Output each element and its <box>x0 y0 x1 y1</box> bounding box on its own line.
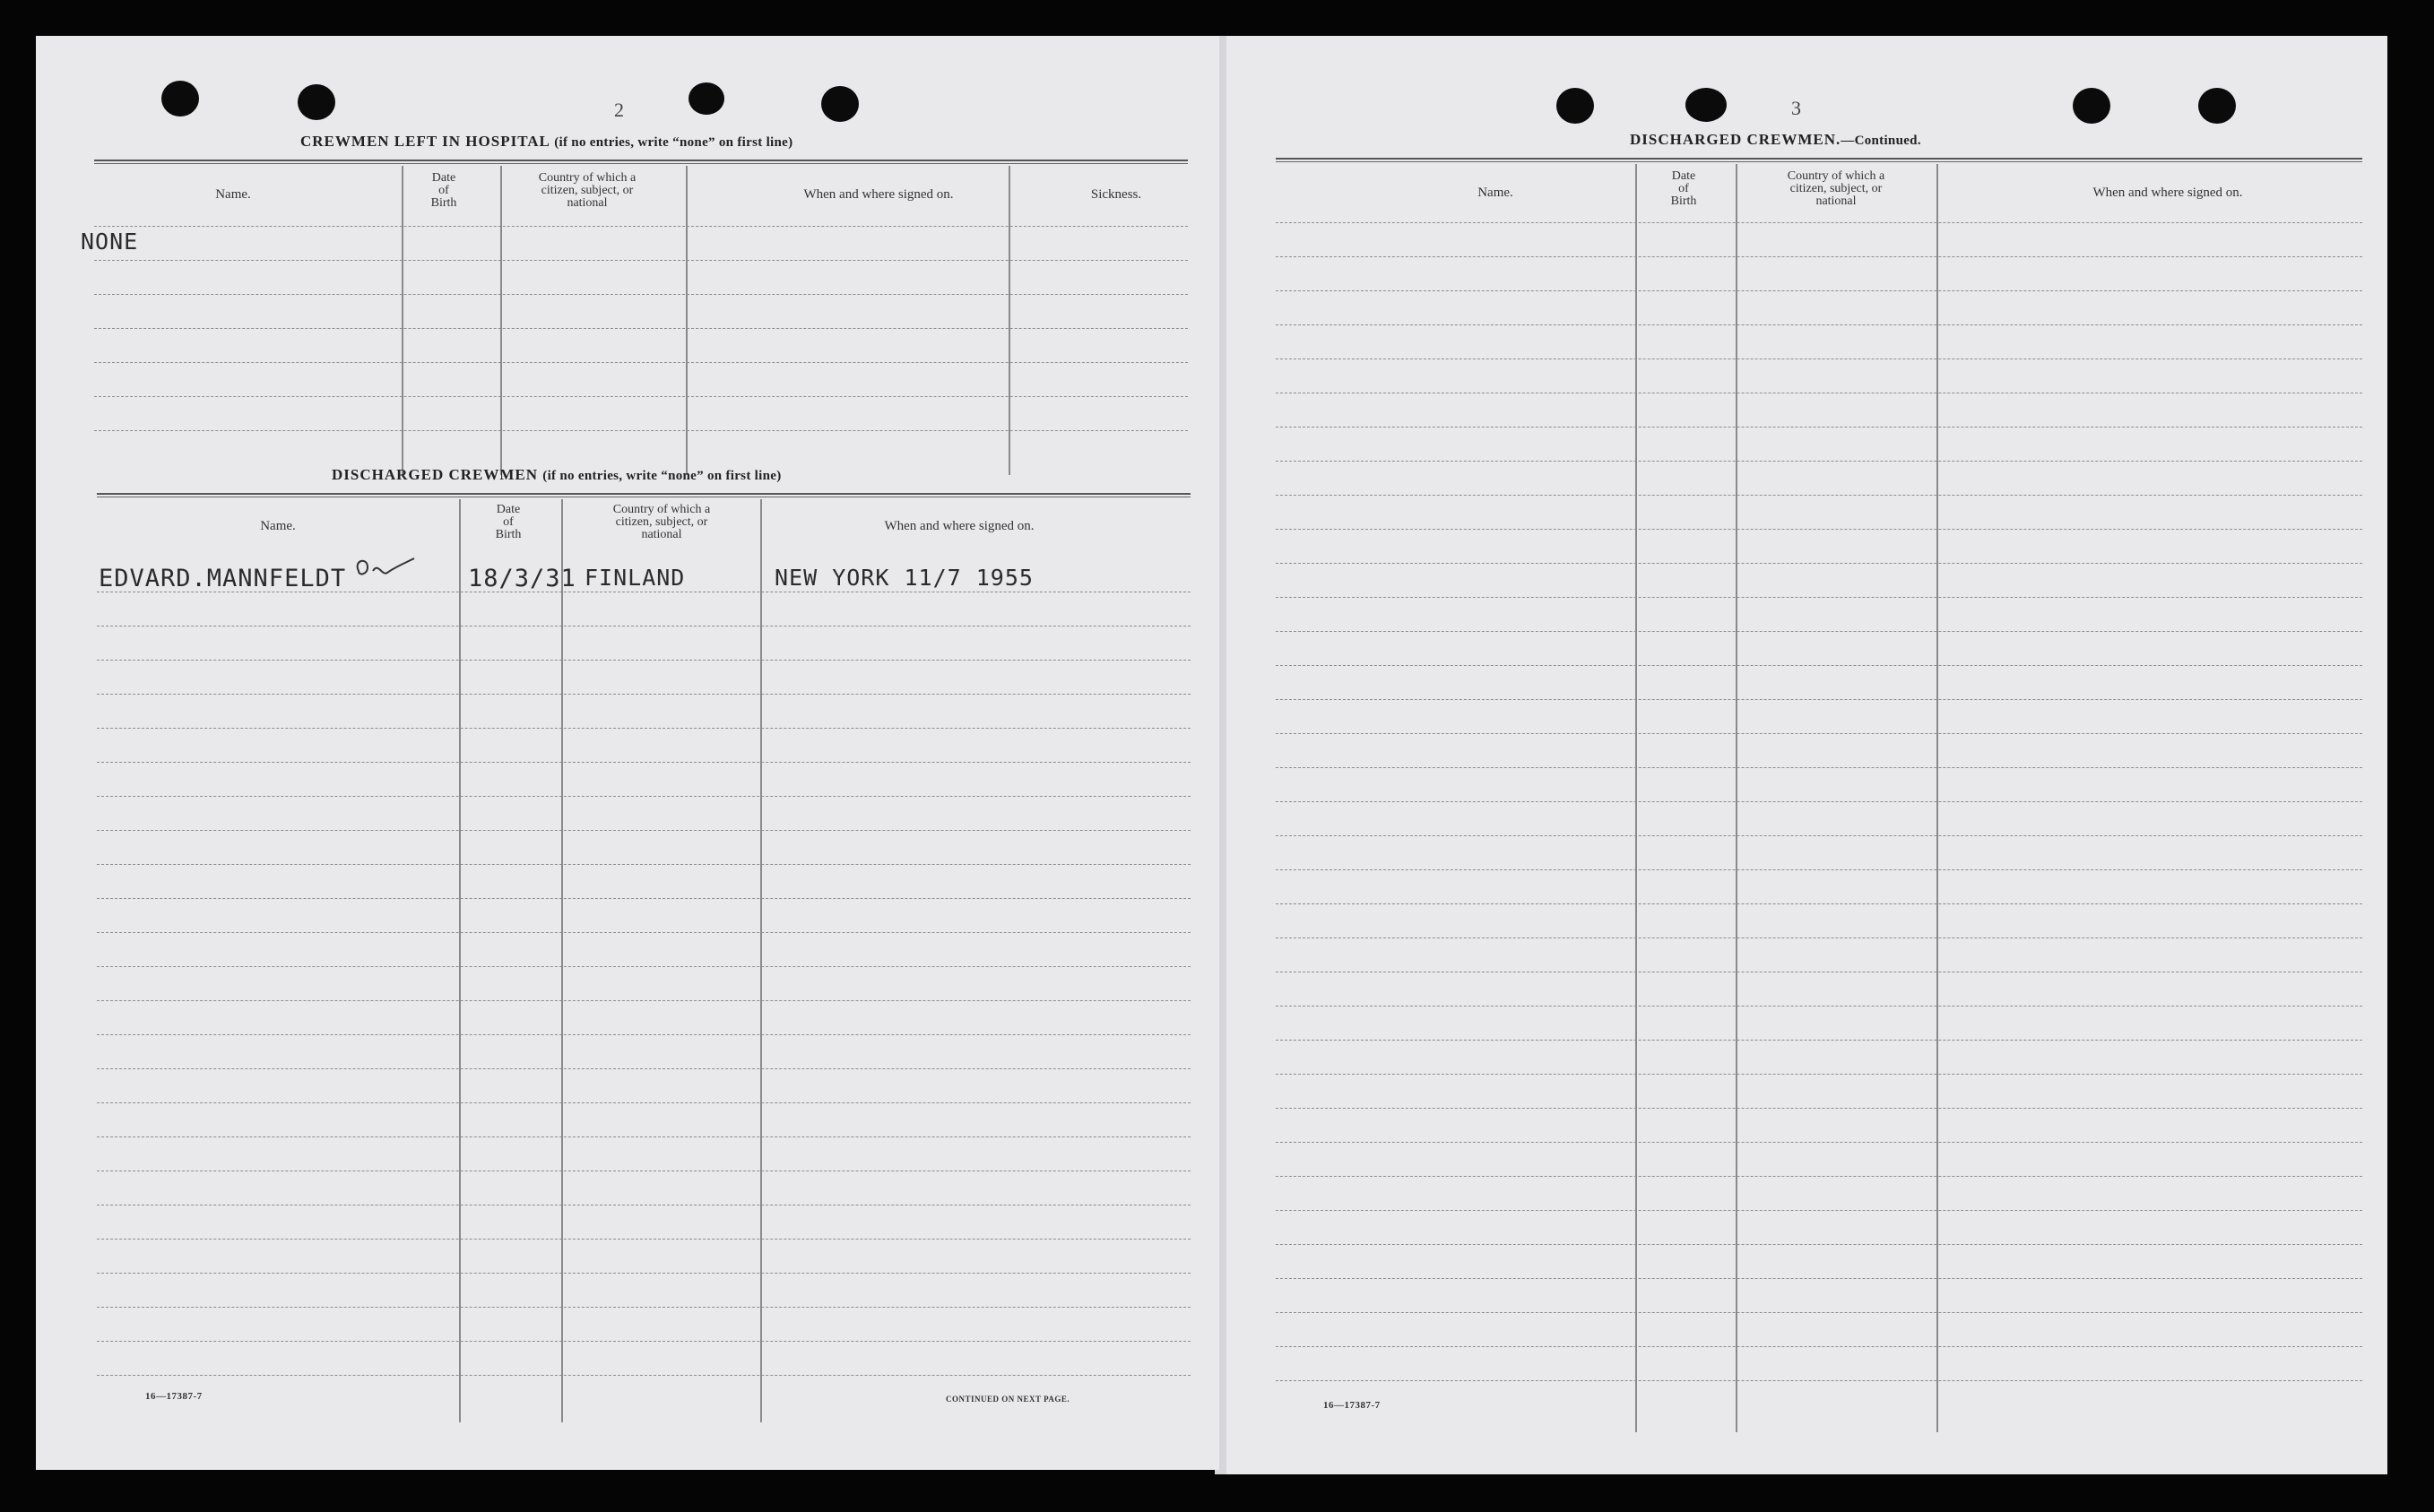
column-header-name: Name. <box>260 519 296 533</box>
ruled-line <box>97 898 1191 899</box>
discharged-entry-name: EDVARD.MANNFELDT <box>99 565 347 592</box>
dob-line: of <box>503 515 514 529</box>
column-header-signed: When and where signed on. <box>2092 186 2243 200</box>
right-page <box>1226 36 2387 1474</box>
hospital-entry-name: NONE <box>81 229 139 255</box>
ruled-line <box>1276 903 2362 904</box>
country-line: national <box>641 528 682 541</box>
column-header-dob <box>408 172 480 210</box>
right-title-suffix: —Continued. <box>1841 134 1921 148</box>
ruled-line <box>97 966 1191 967</box>
discharged-note: (if no entries, write “none” on first line) <box>542 469 782 483</box>
form-code: 16—17387-7 <box>145 1391 203 1402</box>
country-line: citizen, subject, or <box>615 515 708 529</box>
ruled-line <box>97 728 1191 729</box>
dob-line: Date <box>431 171 456 185</box>
ruled-line <box>1276 1244 2362 1245</box>
left-page <box>36 36 1219 1470</box>
ruled-line <box>1276 801 2362 802</box>
punch-hole <box>2198 88 2236 124</box>
ruled-line <box>97 1034 1191 1035</box>
punch-hole <box>1556 88 1594 124</box>
column-divider <box>1009 166 1010 475</box>
ruled-line <box>97 1375 1191 1376</box>
ruled-line <box>1276 1142 2362 1143</box>
ruled-line <box>1276 427 2362 428</box>
handwritten-initials <box>351 551 423 587</box>
page-number: 3 <box>1791 97 1801 119</box>
punch-hole <box>1685 88 1727 122</box>
ruled-line <box>94 328 1188 329</box>
ruled-line <box>1276 733 2362 734</box>
country-line: national <box>567 196 608 210</box>
ruled-line <box>1276 1040 2362 1041</box>
ruled-line <box>97 830 1191 831</box>
column-header-dob <box>472 504 544 541</box>
ruled-line <box>1276 1210 2362 1211</box>
ruled-line <box>1276 290 2362 291</box>
right-title: DISCHARGED CREWMEN. <box>1630 131 1841 148</box>
discharged-title: DISCHARGED CREWMEN <box>332 466 539 483</box>
country-line: citizen, subject, or <box>1789 182 1883 195</box>
header-rule <box>1276 158 2362 160</box>
punch-hole <box>689 82 724 115</box>
dob-line: Birth <box>430 196 457 210</box>
dob-line: of <box>1678 182 1689 195</box>
form-code: 16—17387-7 <box>1323 1400 1381 1411</box>
ruled-line <box>94 430 1188 431</box>
ruled-line <box>94 362 1188 363</box>
ruled-line <box>1276 1074 2362 1075</box>
country-line: Country of which a <box>612 503 711 516</box>
punch-hole <box>2073 88 2110 124</box>
ruled-line <box>94 260 1188 261</box>
ruled-line <box>1276 461 2362 462</box>
ruled-line <box>1276 1006 2362 1007</box>
column-divider <box>459 499 461 1422</box>
column-divider <box>402 166 403 475</box>
dob-line: of <box>438 184 449 197</box>
column-divider <box>500 166 502 475</box>
column-header-signed: When and where signed on. <box>803 187 954 202</box>
column-header-name: Name. <box>1477 186 1513 200</box>
ruled-line <box>97 864 1191 865</box>
column-header-dob <box>1648 170 1719 208</box>
country-line: Country of which a <box>538 171 637 185</box>
column-divider <box>1736 164 1737 1432</box>
ruled-line <box>97 796 1191 797</box>
hospital-title: CREWMEN LEFT IN HOSPITAL <box>300 133 550 150</box>
country-line: citizen, subject, or <box>541 184 634 197</box>
ruled-line <box>97 1239 1191 1240</box>
column-divider <box>1936 164 1938 1432</box>
column-header-sickness: Sickness. <box>1090 187 1142 202</box>
header-rule <box>97 493 1191 495</box>
column-divider <box>760 499 762 1422</box>
column-divider <box>561 499 563 1422</box>
column-header-country <box>572 504 751 541</box>
ruled-line <box>1276 324 2362 325</box>
column-header-country <box>1746 170 1926 208</box>
ruled-line <box>94 294 1188 295</box>
ruled-line <box>1276 1176 2362 1177</box>
header-rule <box>94 160 1188 161</box>
column-header-name: Name. <box>215 187 251 202</box>
ruled-line <box>1276 597 2362 598</box>
dob-line: Date <box>496 503 521 516</box>
ruled-line <box>97 694 1191 695</box>
header-rule <box>1276 161 2362 162</box>
column-divider <box>1635 164 1637 1432</box>
dob-line: Birth <box>1670 194 1697 208</box>
column-header-signed: When and where signed on. <box>884 519 1035 533</box>
punch-hole <box>298 84 335 120</box>
ruled-line <box>1276 1312 2362 1313</box>
ruled-line <box>1276 495 2362 496</box>
ruled-line <box>1276 699 2362 700</box>
discharged-section-title <box>332 466 782 484</box>
ruled-line <box>97 1102 1191 1103</box>
ruled-line <box>97 1136 1191 1137</box>
header-rule <box>94 163 1188 164</box>
ruled-line <box>97 1273 1191 1274</box>
ruled-line <box>97 1068 1191 1069</box>
right-section-title <box>1630 131 1921 149</box>
ruled-line <box>1276 937 2362 938</box>
ruled-line <box>1276 1278 2362 1279</box>
punch-hole <box>161 81 199 117</box>
discharged-entry-signed: NEW YORK 11/7 1955 <box>775 565 1034 591</box>
ruled-line <box>94 396 1188 397</box>
discharged-entry-country: FINLAND <box>585 565 686 591</box>
hospital-section-title <box>300 133 793 151</box>
page-number: 2 <box>614 99 624 121</box>
hospital-note: (if no entries, write “none” on first line) <box>554 135 793 150</box>
punch-hole <box>821 86 859 122</box>
ruled-line <box>1276 631 2362 632</box>
country-line: Country of which a <box>1787 169 1885 183</box>
discharged-entry-dob: 18/3/31 <box>468 565 576 592</box>
ruled-line <box>1276 1108 2362 1109</box>
dob-line: Birth <box>495 528 522 541</box>
column-divider <box>686 166 688 475</box>
ruled-line <box>1276 665 2362 666</box>
ruled-line <box>1276 869 2362 870</box>
ruled-line <box>97 660 1191 661</box>
ruled-line <box>1276 1380 2362 1381</box>
ruled-line <box>1276 529 2362 530</box>
country-line: national <box>1815 194 1857 208</box>
ruled-line <box>97 932 1191 933</box>
continued-note: CONTINUED ON NEXT PAGE. <box>946 1395 1070 1404</box>
ruled-line <box>1276 767 2362 768</box>
ruled-line <box>1276 256 2362 257</box>
ruled-line <box>97 1000 1191 1001</box>
ruled-line <box>1276 563 2362 564</box>
ruled-line <box>97 1307 1191 1308</box>
ruled-line <box>1276 835 2362 836</box>
ruled-line <box>97 762 1191 763</box>
ruled-line <box>97 1341 1191 1342</box>
ruled-line <box>1276 222 2362 223</box>
dob-line: Date <box>1671 169 1696 183</box>
ruled-line <box>94 226 1188 227</box>
ruled-line <box>1276 1346 2362 1347</box>
column-header-country <box>498 172 677 210</box>
